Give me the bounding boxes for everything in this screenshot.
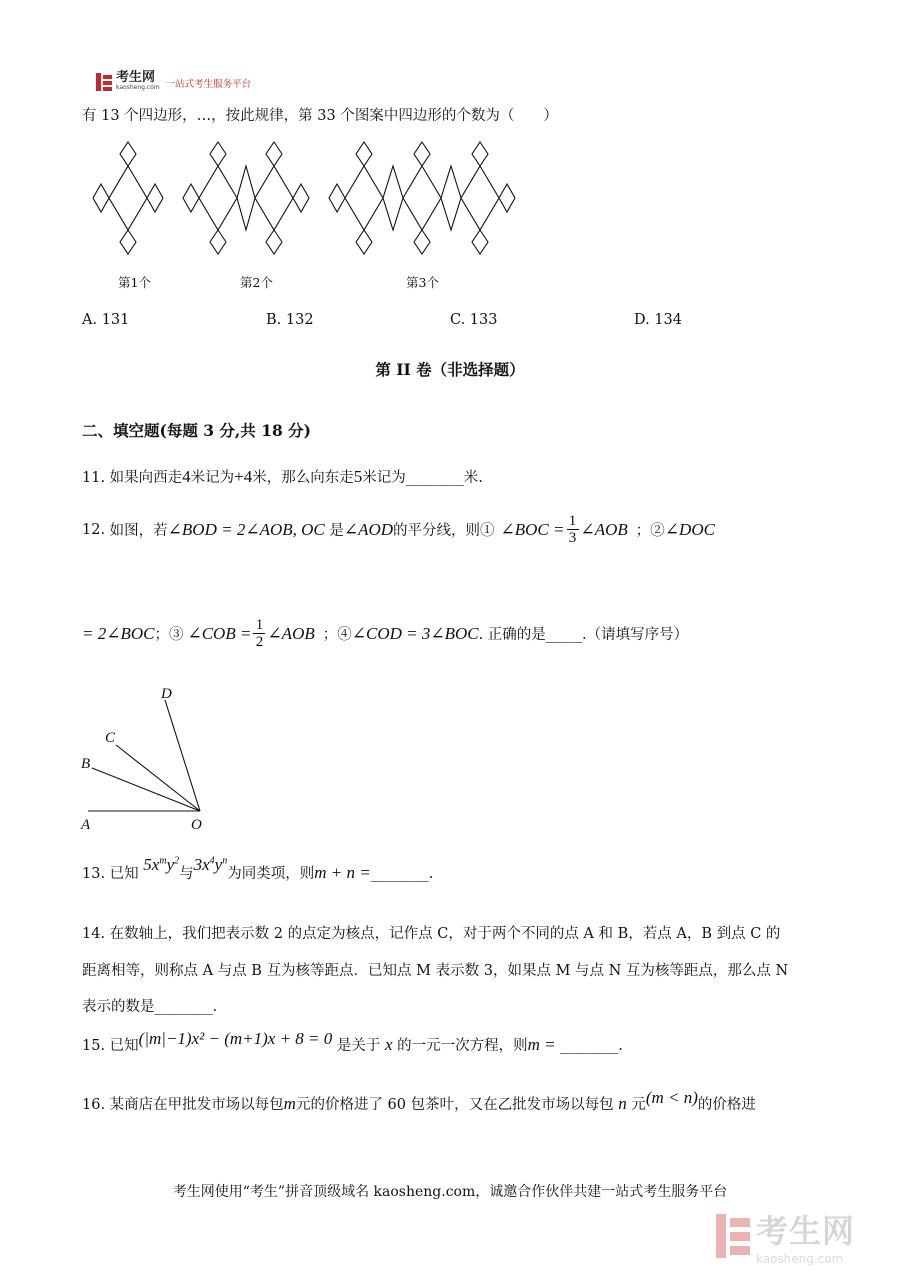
question-15: 15. 已知(|m|−1)x² − (m+1)x + 8 = 0 是关于 x 的一元一次方程，则m = ________.	[82, 1029, 623, 1054]
brand-mark-icon	[96, 73, 112, 91]
part2-title: 第 II 卷（非选择题）	[375, 360, 525, 379]
header-logo	[96, 72, 251, 91]
section2-title: 二、填空题(每题 3 分,共 18 分)	[82, 421, 312, 440]
option-a: A. 131	[82, 312, 130, 328]
option-b: B. 132	[266, 312, 314, 328]
brand-name: 考生网	[116, 70, 156, 85]
question-14-line2: 距离相等，则称点 A 与点 B 互为核等距点．已知点 M 表示数 3，如果点 M 与点 N 互为核等距点，那么点 N	[82, 963, 789, 979]
watermark-mark-icon	[716, 1214, 750, 1258]
caption-pattern-2: 第2个	[240, 275, 273, 290]
question-16: 16. 某商店在甲批发市场以每包m元的价格进了 60 包茶叶，又在乙批发市场以每包 n 元(m < n)的价格进	[82, 1088, 756, 1113]
angle-figure	[78, 682, 218, 832]
caption-pattern-3: 第3个	[406, 275, 439, 290]
option-d: D. 134	[634, 312, 683, 328]
quadrilateral-pattern-figure	[85, 138, 525, 260]
label-b: B	[81, 756, 91, 772]
label-a: A	[81, 817, 91, 832]
question-14-line1: 14. 在数轴上，我们把表示数 2 的点定为核点，记作点 C，对于两个不同的点 A 和 B，若点 A，B 到点 C 的	[82, 926, 781, 942]
fraction-one-half: $\frac{1}{2}$	[253, 617, 265, 650]
brand-slogan: 一站式考生服务平台	[165, 78, 252, 90]
watermark-text: 考生网	[756, 1212, 856, 1250]
question-12-line2: = 2∠BOC ；③ ∠COB = $\frac{1}{2}$ ∠AOB ；④ ∠COD = 3∠BOC . 正确的是_____.（请填写序号）	[82, 617, 689, 650]
pattern-3	[329, 142, 515, 254]
label-c: C	[105, 730, 116, 746]
option-c: C. 133	[450, 312, 498, 328]
question-11: 11. 如果向西走4米记为+4米，那么向东走5米记为________米.	[82, 467, 483, 486]
pattern-1	[93, 142, 163, 254]
pattern-2	[183, 142, 309, 254]
label-o: O	[191, 817, 202, 832]
q10-text: 有 13 个四边形，…，按此规律，第 33 个图案中四边形的个数为（ ）	[82, 108, 558, 124]
fraction-one-third: $\frac{1}{3}$	[567, 513, 579, 546]
question-14-line3: 表示的数是________.	[82, 999, 218, 1015]
label-d: D	[161, 686, 172, 702]
brand-domain: kaosheng.com	[116, 84, 160, 91]
page-footer: 考生网使用“考生”拼音顶级域名 kaosheng.com，诚邀合作伙伴共建一站式考生服务平台	[172, 1184, 728, 1200]
watermark	[716, 1206, 855, 1266]
question-12-line1: 12. 如图，若 ∠BOD = 2∠AOB, OC 是 ∠AOD 的平分线，则① ∠BOC = $\frac{1}{3}$ ∠AOB ；② ∠DOC	[82, 513, 715, 546]
watermark-domain: kaosheng.com	[756, 1252, 844, 1266]
caption-pattern-1: 第1个	[118, 275, 151, 290]
question-13: 13. 已知 $5x^my^2$与$3x^4y^n$为同类项，则m + n =________.	[82, 855, 434, 882]
